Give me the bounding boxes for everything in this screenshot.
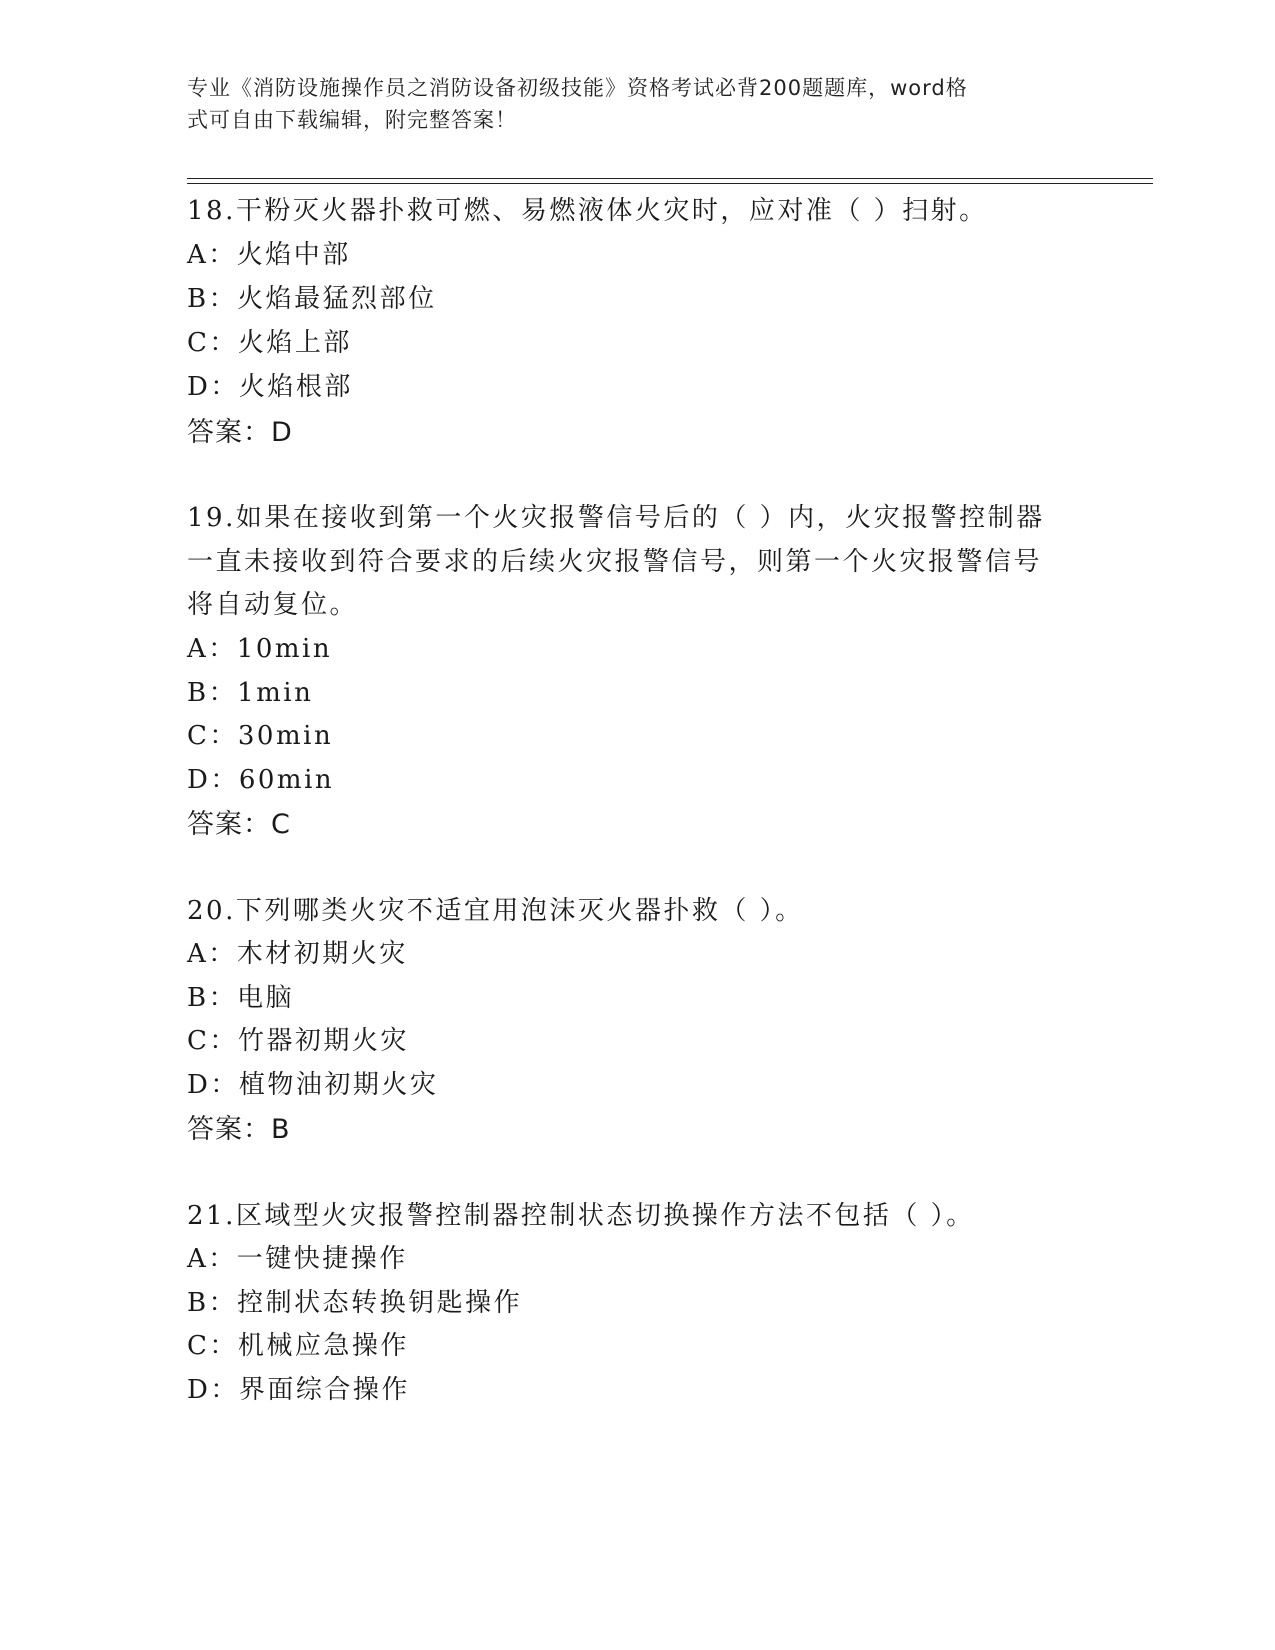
- question-18-option-c: C：火焰上部: [187, 328, 352, 358]
- question-19-option-a: A：10min: [187, 634, 333, 664]
- question-stem-21: 21.区域型火灾报警控制器控制状态切换操作方法不包括（ ）。: [187, 1201, 975, 1231]
- header-divider-top: [187, 178, 1153, 179]
- question-stem-19-line-2: 一直未接收到符合要求的后续火灾报警信号，则第一个火灾报警信号: [187, 547, 1043, 577]
- header-divider-bottom: [187, 183, 1153, 184]
- header-line-2: 式可自由下载编辑，附完整答案！: [187, 108, 517, 132]
- question-18-option-a: A：火焰中部: [187, 240, 351, 270]
- question-19-option-b: B：1min: [187, 678, 314, 708]
- question-stem-19-line-3: 将自动复位。: [187, 590, 359, 620]
- question-20-option-d: D：植物油初期火灾: [187, 1070, 439, 1100]
- question-20-option-b: B：电脑: [187, 983, 295, 1013]
- question-stem-20: 20.下列哪类火灾不适宜用泡沫灭火器扑救（ ）。: [187, 896, 804, 926]
- question-18-option-b: B：火焰最猛烈部位: [187, 284, 437, 314]
- question-20-answer: 答案：B: [187, 1114, 291, 1145]
- question-20-option-a: A：木材初期火灾: [187, 939, 408, 969]
- question-19-option-d: D：60min: [187, 765, 335, 795]
- question-21-option-a: A：一键快捷操作: [187, 1244, 408, 1274]
- question-stem-19-line-1: 19.如果在接收到第一个火灾报警信号后的（ ）内，火灾报警控制器: [187, 503, 1045, 533]
- question-21-option-c: C：机械应急操作: [187, 1331, 409, 1361]
- question-21-option-b: B：控制状态转换钥匙操作: [187, 1288, 523, 1318]
- document-header: [187, 72, 1067, 136]
- question-21-option-d: D：界面综合操作: [187, 1375, 410, 1405]
- question-18-option-d: D：火焰根部: [187, 372, 353, 402]
- question-19-option-c: C：30min: [187, 721, 334, 751]
- question-19-answer: 答案：C: [187, 809, 291, 840]
- question-18-answer: 答案：D: [187, 417, 293, 448]
- question-20-option-c: C：竹器初期火灾: [187, 1026, 409, 1056]
- header-line-1: 专业《消防设施操作员之消防设备初级技能》资格考试必背200题题库，word格: [187, 76, 968, 100]
- question-stem-18: 18.干粉灭火器扑救可燃、易燃液体火灾时，应对准（ ）扫射。: [187, 196, 988, 226]
